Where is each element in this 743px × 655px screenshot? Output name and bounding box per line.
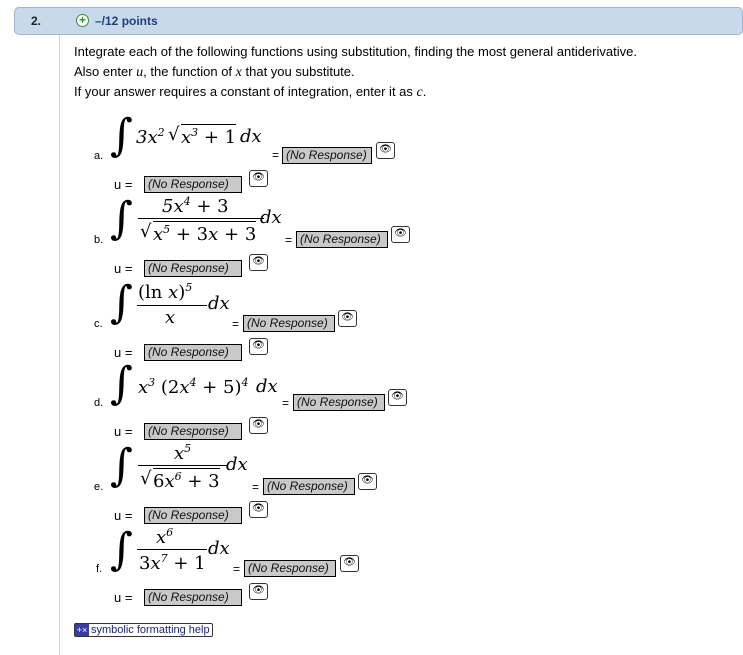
instruction-line-1: Integrate each of the following functions using substitution, finding the most general antiderivative. [74,44,637,59]
preview-eye-icon[interactable]: 👁 [249,583,268,600]
part-label: e. [94,481,104,493]
integral-expression: ∫ $x^5$ √ $6x^6 + 3$ dx [110,440,248,492]
answer-field-e[interactable]: (No Response) [263,478,355,495]
preview-eye-icon[interactable]: 👁 [249,501,268,518]
symbolic-help-label: symbolic formatting help [91,624,210,636]
part-label: b. [94,234,104,246]
part-label: a. [94,150,104,162]
instruction-line-3: If your answer requires a constant of integration, enter it as c. [74,84,427,100]
equals-sign: = [233,562,241,576]
preview-eye-icon[interactable]: 👁 [391,226,410,243]
equals-sign: = [285,233,293,247]
answer-field-d[interactable]: (No Response) [293,394,385,411]
preview-eye-icon[interactable]: 👁 [249,170,268,187]
answer-field-a[interactable]: (No Response) [282,147,372,164]
instruction-line-2: Also enter u, the function of x that you substitute. [74,64,355,80]
preview-eye-icon[interactable]: 👁 [358,473,377,490]
u-field-e[interactable]: (No Response) [144,507,242,524]
u-field-d[interactable]: (No Response) [144,423,242,440]
symbolic-help-icon: +× [76,625,88,635]
u-field-c[interactable]: (No Response) [144,344,242,361]
u-label: u = [114,177,133,192]
answer-field-c[interactable]: (No Response) [243,315,335,332]
preview-eye-icon[interactable]: 👁 [338,310,357,327]
symbolic-formatting-help-link[interactable] [74,623,213,637]
u-label: u = [114,590,133,605]
equals-sign: = [252,480,260,494]
u-label: u = [114,508,133,523]
question-header [14,7,743,35]
integral-expression: ∫ $3x^2$ √ $x^3 + 1$ dx [110,110,262,161]
u-field-b[interactable]: (No Response) [144,260,242,277]
integral-expression: ∫ $5x^4 + 3$ √ $x^5 + 3x + 3$ dx [110,193,282,245]
equals-sign: = [272,148,280,162]
preview-eye-icon[interactable]: 👁 [249,338,268,355]
preview-eye-icon[interactable]: 👁 [388,389,407,406]
u-field-a[interactable]: (No Response) [144,176,242,193]
preview-eye-icon[interactable]: 👁 [249,254,268,271]
u-label: u = [114,424,133,439]
preview-eye-icon[interactable]: 👁 [340,555,359,572]
integral-expression: ∫ $x^3$ $(2x^4 + 5)^4$ dx [110,358,278,409]
u-field-f[interactable]: (No Response) [144,589,242,606]
left-divider [59,35,60,655]
part-label: c. [94,318,103,330]
part-label: d. [94,397,104,409]
equals-sign: = [282,396,290,410]
integral-expression: ∫ $x^6$ $3x^7 + 1$ dx [110,524,230,575]
u-label: u = [114,345,133,360]
question-number: 2. [31,14,42,28]
integral-expression: ∫ (ln x)$^5$ x dx [110,277,230,328]
expand-plus-icon[interactable]: + [76,14,89,27]
equals-sign: = [232,317,240,331]
answer-field-f[interactable]: (No Response) [244,560,336,577]
preview-eye-icon[interactable]: 👁 [249,417,268,434]
answer-field-b[interactable]: (No Response) [296,231,388,248]
u-label: u = [114,261,133,276]
preview-eye-icon[interactable]: 👁 [376,142,395,159]
part-label: f. [96,563,103,575]
points-label: –/12 points [95,14,158,28]
